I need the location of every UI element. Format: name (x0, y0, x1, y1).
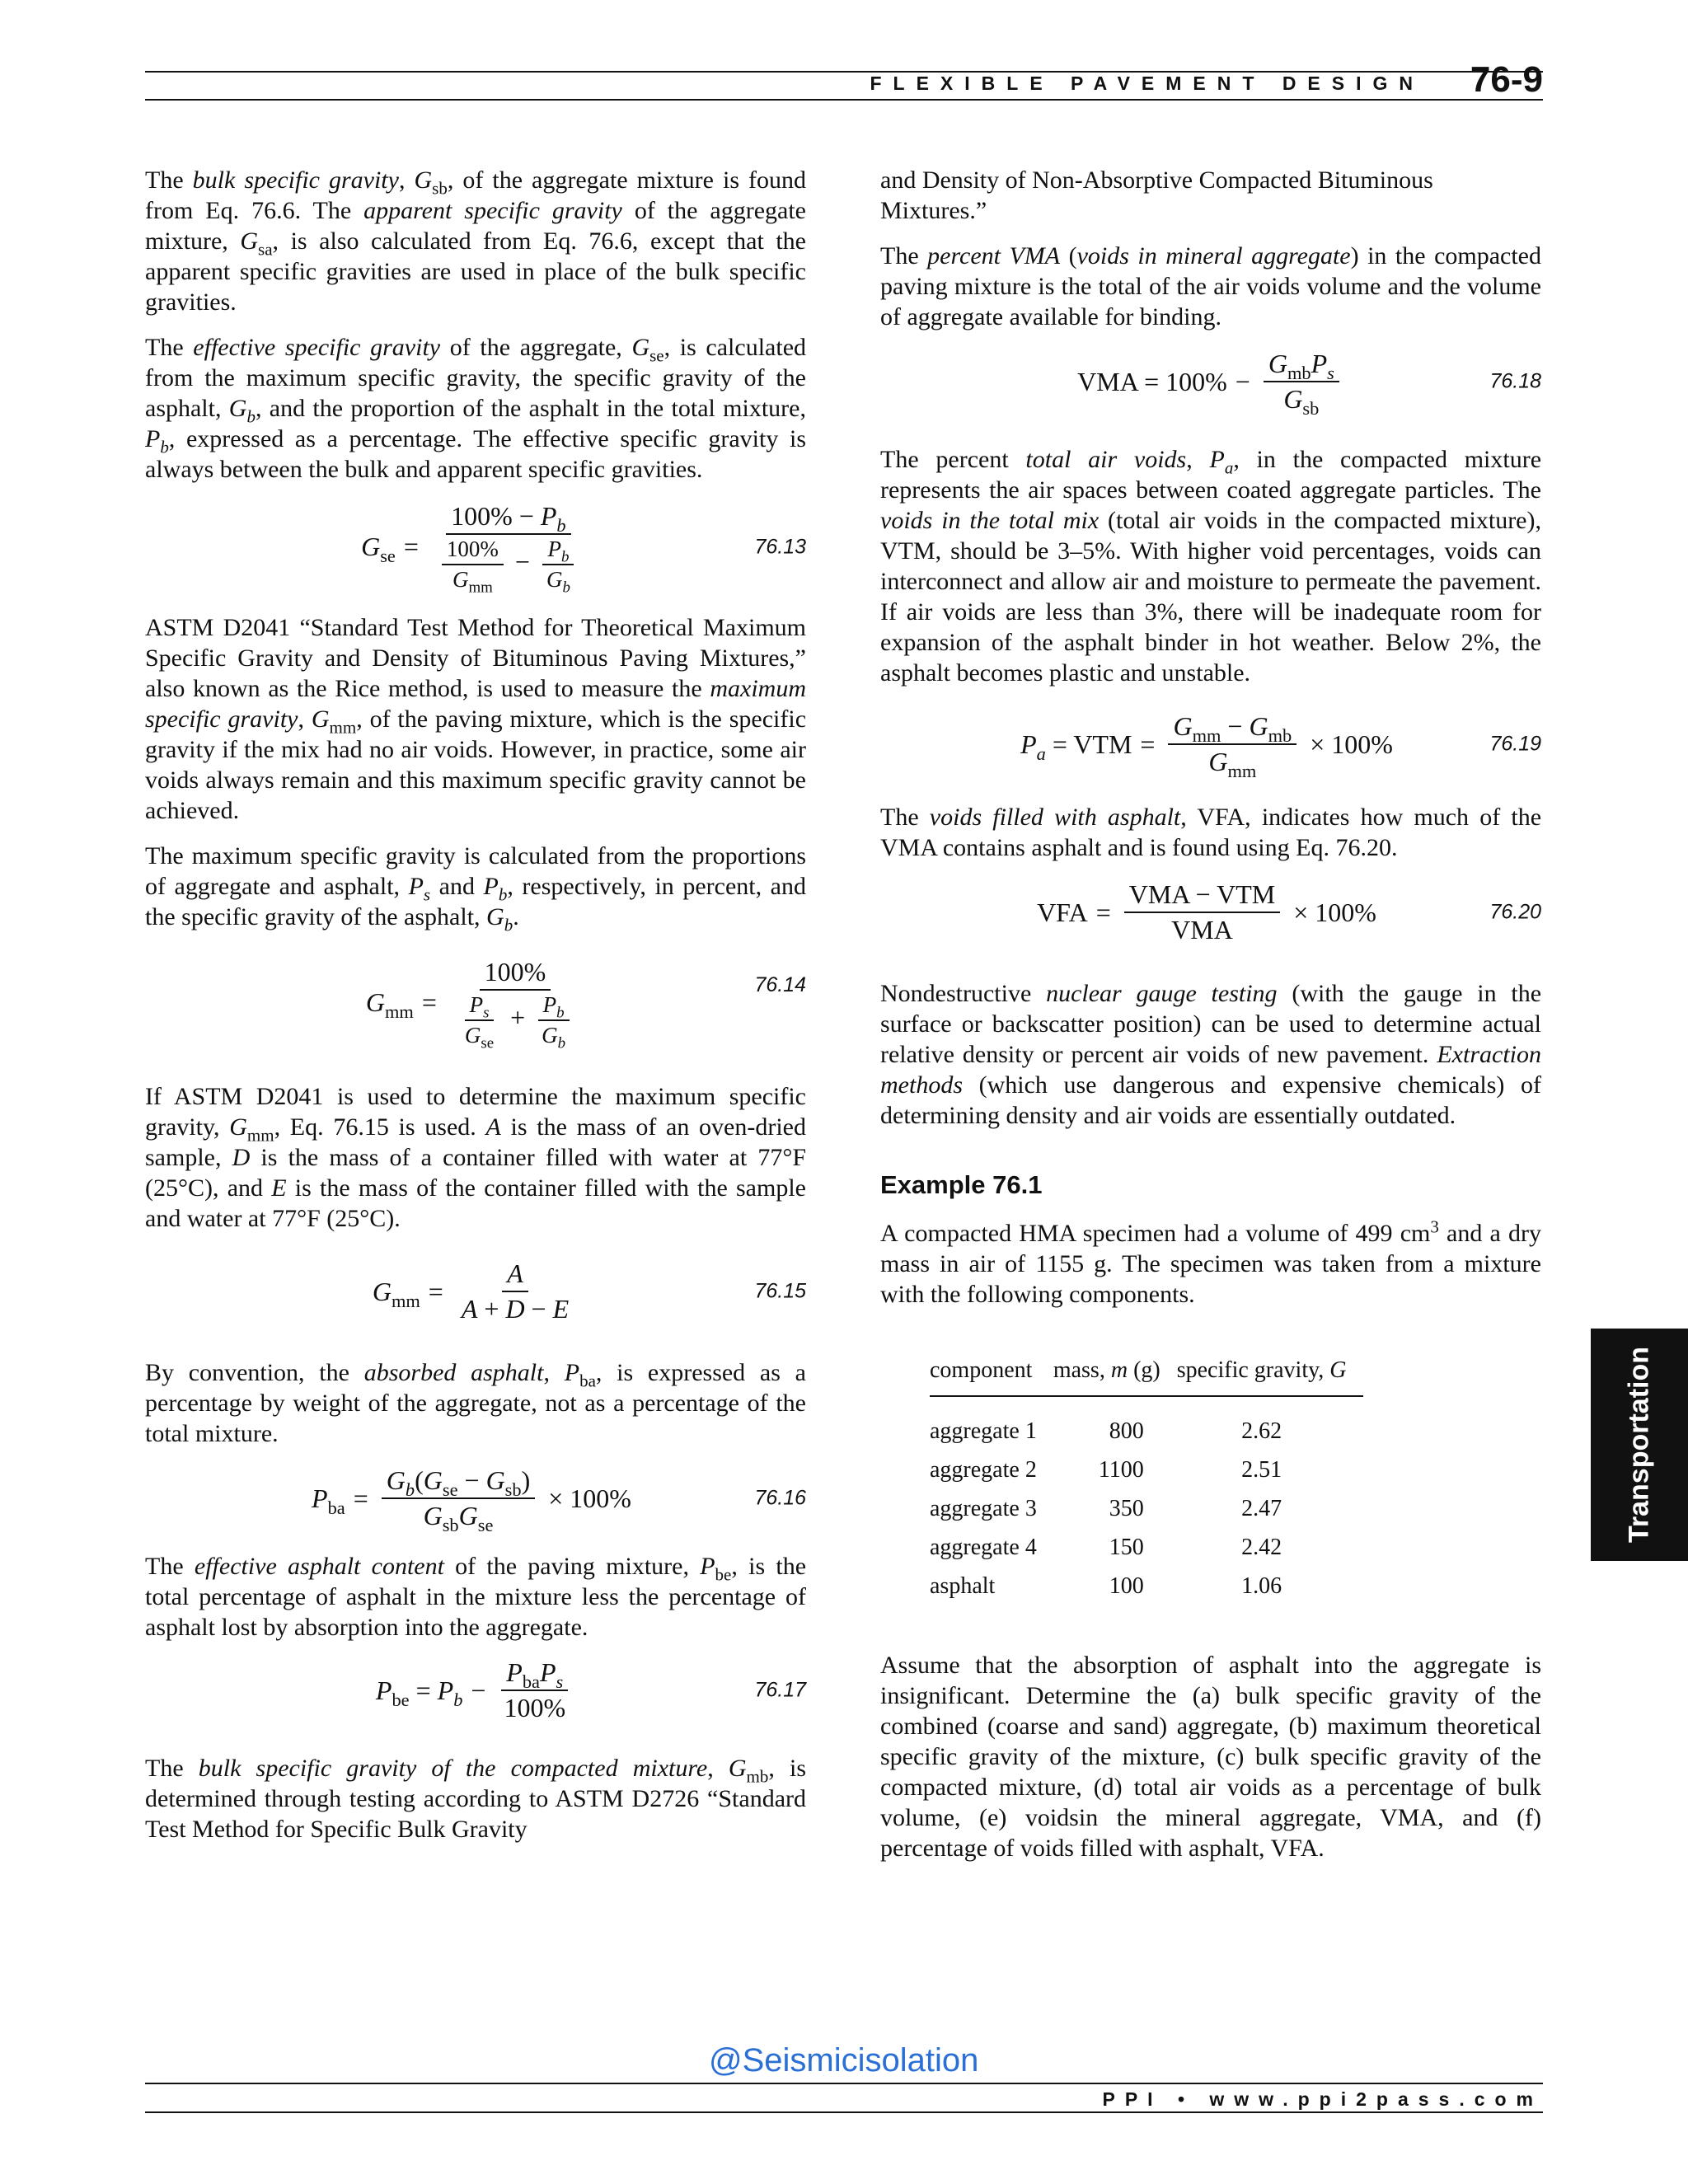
footer-rule-top (145, 2083, 1543, 2084)
cell-mass: 1100 (1098, 1456, 1144, 1483)
table-row (930, 1489, 1363, 1528)
paragraph: The voids filled with asphalt, VFA, indicates how much of the VMA contains asphalt and is found using Eq. 76.20. (880, 804, 1542, 861)
paragraph: and Density of Non-Absorptive Compacted Bituminous Mixtures.” (880, 166, 1433, 224)
table-row (930, 1396, 1363, 1451)
paragraph: The effective specific gravity of the aggregate, $G_{se}$, is calculated from the maximum specific gravity, the specific gravity of the asphalt, $G_b$, and the proportion of the asphalt in the total mixture, $P_b$, expressed as a percentage. The effective specific gravity is always between the bulk and apparent specific gravities. (145, 334, 807, 483)
equation-number: 76.16 (754, 1486, 806, 1510)
paragraph: The effective asphalt content of the paving mixture, $P_{be}$, is the total percentage of asphalt in the mixture less the percentage of asphalt lost by absorption into the aggregate. (145, 1553, 807, 1641)
paragraph: A compacted HMA specimen had a volume of 499 $cm^3$ and a dry mass in air of 1155 g. The specimen was taken from a mixture with the following components. (880, 1216, 1542, 1308)
header-rule-bottom (145, 99, 1543, 101)
table-row (930, 1528, 1363, 1567)
cell-gravity: 2.42 (1241, 1534, 1282, 1560)
paragraph: By convention, the absorbed asphalt, $P_{ba}$, is expressed as a percentage by weight of the aggregate, not as a percentage of the total mixture. (145, 1359, 806, 1447)
paragraph: The bulk specific gravity of the compacted mixture, $G_{mb}$, is determined through testing according to ASTM D2726 “Standard Test Method for Specific Bulk Gravity (145, 1755, 806, 1843)
table-header-row (930, 1357, 1363, 1396)
equation-76-19: $P_a$ = VTM = $\frac{G_{mm} - G_{mb}}{G_{mm}}$ × 100% 76.19 (1020, 711, 1541, 781)
cell-mass: 100 (1109, 1572, 1144, 1599)
equation-76-18: VMA = 100% − $\frac{G_{mb}P_s}{G_{sb}}$ 76.18 (1077, 349, 1541, 419)
cell-component: aggregate 3 (930, 1495, 1037, 1521)
footer-url: PPI • www.ppi2pass.com (1102, 2088, 1543, 2110)
running-header: FLEXIBLE PAVEMENT DESIGN (870, 73, 1424, 94)
cell-gravity: 1.06 (1241, 1572, 1282, 1599)
equation-number: 76.20 (1489, 900, 1541, 924)
paragraph: The percent VMA (voids in mineral aggregate) in the compacted paving mixture is the total of the air voids volume and the volume of aggregate available for binding. (880, 242, 1541, 330)
cell-mass: 150 (1109, 1534, 1144, 1560)
equation-number: 76.13 (754, 535, 806, 558)
column-header: specific gravity, G (1177, 1357, 1363, 1396)
cell-component: aggregate 2 (930, 1456, 1037, 1483)
paragraph: Nondestructive nuclear gauge testing (with the gauge in the surface or backscatter position) can be used to determine actual relative density or percent air voids of new pavement. Extraction methods (which use dangerous and expensive chemicals) of determining density and air voids are essentially outdated. (880, 980, 1542, 1129)
paragraph: If ASTM D2041 is used to determine the maximum specific gravity, $G_{mm}$, Eq. 76.15 is used. A is the mass of an oven-dried sample, D is the mass of a container filled with water at 77°F (25°C), and E is the mass of the container filled with the sample and water at 77°F (25°C). (145, 1083, 807, 1232)
example-heading: Example 76.1 (880, 1170, 1043, 1199)
table-row (930, 1451, 1363, 1489)
cell-gravity: 2.51 (1241, 1456, 1282, 1483)
paragraph: Assume that the absorption of asphalt into the aggregate is insignificant. Determine the (a) bulk specific gravity of the combined (coarse and sand) aggregate, (b) maximum theoretical specific gravity of the mixture, (c) bulk specific gravity of the compacted mixture, (d) total air voids as a percentage of bulk volume, (e) voidsin the mineral aggregate, VMA, and (f) percentage of voids filled with asphalt, VFA. (880, 1652, 1541, 1862)
equation-76-17: $P_{be} = P_b$ − $\frac{P_{ba}P_s}{100\%}$ 76.17 (375, 1657, 806, 1722)
equation-number: 76.14 (754, 973, 806, 996)
section-side-tab (1591, 1329, 1688, 1561)
table-row (930, 1567, 1363, 1605)
column-header: mass, m (g) (1053, 1357, 1177, 1396)
equation-76-20: VFA = $\frac{\text{VMA − VTM}}{\text{VMA}}$ × 100% 76.20 (1037, 879, 1541, 944)
equation-number: 76.17 (754, 1678, 806, 1702)
equation-76-13: $G_{se}$ = $100\% - P_b$ $\frac{100\%}{G_{mm}}$ − $\frac{P_b}{G_b}$ 76.13 (361, 501, 806, 597)
paragraph: The maximum specific gravity is calculated from the proportions of aggregate and asphalt, $P_s$ and $P_b$, respectively, in percent, and the specific gravity of the asphalt, $G_b$. (145, 842, 806, 935)
cell-mass: 800 (1109, 1418, 1144, 1444)
equation-76-16: $P_{ba}$ = $\frac{G_b(G_{se} - G_{sb})}{G_{sb}G_{se}}$ × 100% 76.16 (312, 1465, 806, 1535)
cell-component: asphalt (930, 1572, 996, 1599)
cell-component: aggregate 4 (930, 1534, 1037, 1560)
side-tab-label: Transportation (1623, 1346, 1655, 1544)
equation-number: 76.18 (1489, 369, 1541, 393)
equation-76-14: $G_{mm}$ = 100% $\frac{P_s}{G_{se}}$ + $\frac{P_b}{G_b}$ 76.14 (365, 957, 806, 1052)
cell-mass: 350 (1109, 1495, 1144, 1521)
equation-number: 76.19 (1489, 732, 1541, 756)
equation-76-15: $G_{mm}$ = $\frac{A}{A + D - E}$ 76.15 (372, 1258, 806, 1324)
watermark: @Seismicisolation (709, 2042, 979, 2079)
left-column (145, 165, 806, 1859)
paragraph: ASTM D2041 “Standard Test Method for Theoretical Maximum Specific Gravity and Density of Bituminous Paving Mixtures,” also known as the Rice method, is used to measure the maximum specific gravity, $G_{mm}$, of the paving mixture, which is the specific gravity if the mix had no air voids. However, in practice, some air voids always remain and this maximum specific gravity cannot be achieved. (145, 614, 807, 824)
paragraph: The bulk specific gravity, $G_{sb}$, of the aggregate mixture is found from Eq. 76.6. The apparent specific gravity of the aggregate mixture, $G_{sa}$, is also calculated from Eq. 76.6, except that the apparent specific gravities are used in place of the bulk specific gravities. (145, 166, 807, 316)
cell-component: aggregate 1 (930, 1418, 1037, 1444)
right-column (880, 165, 1541, 1878)
paragraph: The percent total air voids, $P_a$, in the compacted mixture represents the air spaces between coated aggregate particles. The voids in the total mix (total air voids in the compacted mixture), VTM, should be 3–5%. With higher void percentages, voids can interconnect and allow air and moisture to permeate the pavement. If air voids are less than 3%, there will be inadequate room for expansion of the asphalt binder in hot weather. Below 2%, the asphalt becomes plastic and unstable. (880, 446, 1542, 687)
footer-rule-bottom (145, 2111, 1543, 2113)
components-table (930, 1357, 1363, 1605)
cell-gravity: 2.47 (1241, 1495, 1282, 1521)
cell-gravity: 2.62 (1241, 1418, 1282, 1444)
column-header: component (930, 1357, 1053, 1396)
equation-number: 76.15 (754, 1279, 806, 1303)
page-number: 76-9 (1470, 59, 1543, 100)
